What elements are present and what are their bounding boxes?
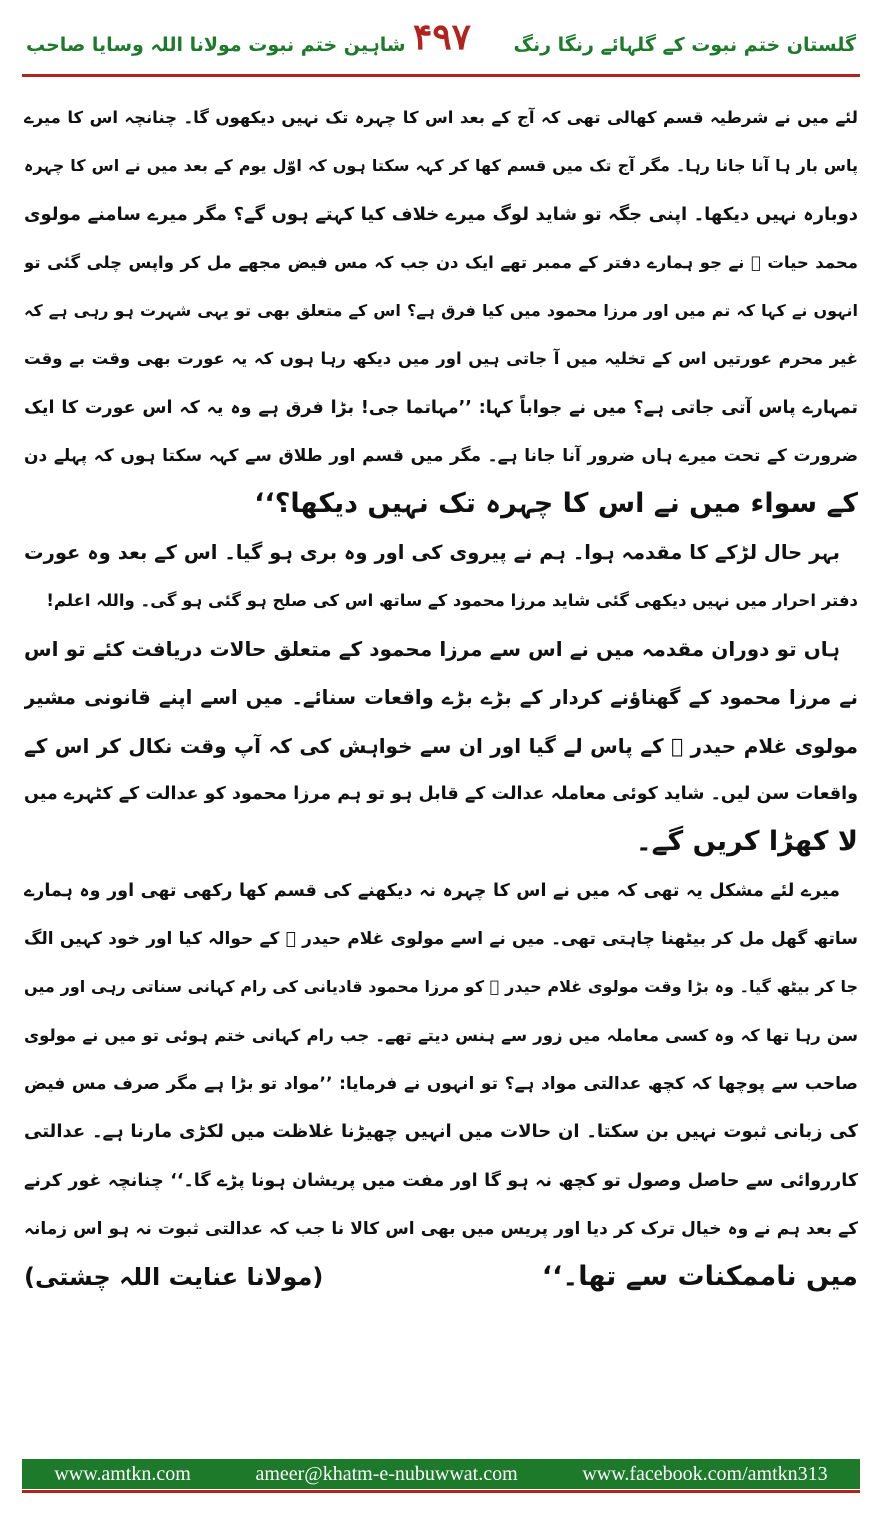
text-line: بہر حال لڑکے کا مقدمہ ہوا۔ ہم نے پیروی کی اور وہ بری ہو گیا۔ اس کے بعد وہ عورت [24,540,840,564]
page-number: ۴۹۷ [412,16,471,58]
text-line: میرے لئے مشکل یہ تھی کہ میں نے اس کا چہرہ نہ دیکھنے کی قسم کھا رکھی تھی اور وہ ہمارے [24,880,840,901]
text-line: تمہارے پاس آتی جاتی ہے؟ میں نے جواباً کہا: ’’مہاتما جی! بڑا فرق ہے وہ یہ کہ اس عورت کا ایک [24,397,858,418]
text-line: محمد حیات ﷫ نے جو ہمارے دفتر کے ممبر تھے ایک دن جب کہ مس فیض مجھے مل کر واپس چلی گئی تو [24,252,858,272]
page-header [22,14,860,70]
page-footer [22,1459,860,1489]
text-line: کے سواء میں نے اس کا چہرہ تک نہیں دیکھا؟‘‘ [254,488,858,520]
text-line: صاحب سے پوچھا کہ کچھ عدالتی مواد ہے؟ تو انہوں نے فرمایا: ’’مواد تو بڑا ہے مگر صرف مس فیض [24,1073,858,1094]
text-line: ضرورت کے تحت میرے ہاں ضرور آنا جانا ہے۔ مگر میں قسم اور طلاق سے کہہ سکتا ہوں کہ پہلے دن [24,446,858,467]
header-divider [22,74,860,77]
text-line: دوبارہ نہیں دیکھا۔ اپنی جگہ تو شاید لوگ میرے خلاف کیا کہتے ہوں گے؟ مگر میرے سامنے مولوی [24,203,858,225]
text-line: واقعات سن لیں۔ شاید کوئی معاملہ عدالت کے قابل ہو تو ہم مرزا محمود کو عدالت کے کٹہرے میں [24,784,858,805]
text-line: کی زبانی ثبوت نہیں بن سکتا۔ ان حالات میں انہیں چھیڑنا غلاظت میں لکڑی مارنا ہے۔ عدالتی [24,1121,858,1143]
text-line: پاس بار ہا آنا جانا رہا۔ مگر آج تک میں قسم کھا کر کہہ سکتا ہوں کہ اوّل یوم کے بعد میں نے اس کا چہرہ [24,156,858,176]
book-title: گلستان ختم نبوت کے گلہائے رنگا رنگ [513,34,856,56]
text-line: ساتھ گھل مل کر بیٹھنا چاہتی تھی۔ میں نے اسے مولوی غلام حیدر ﷫ کے حوالہ کیا اور خود کہیں الگ [24,929,858,950]
text-line: ہاں تو دوران مقدمہ میں نے اس سے مرزا محمود کے متعلق حالات دریافت کئے تو اس [24,637,840,662]
author-signature: (مولانا عنایت اللہ چشتی) [24,1263,324,1292]
closing-line: میں ناممکنات سے تھا۔‘‘ [541,1261,858,1293]
text-line: مولوی غلام حیدر ﷫ کے پاس لے گیا اور ان سے خواہش کی کہ آپ وقت نکال کر اس کے [24,733,858,758]
text-line: دفتر احرار میں نہیں دیکھی گئی شاید مرزا محمود کے ساتھ اس کی صلح ہو گئی ہو گی۔ واللہ اعلم! [46,590,858,610]
website-link[interactable]: www.amtkn.com [54,1462,191,1485]
text-line: جا کر بیٹھ گیا۔ وہ بڑا وقت مولوی غلام حیدر ﷫ کو مرزا محمود قادیانی کی رام کہانی سناتی رہی اور میں [24,977,858,997]
text-line: نے مرزا محمود کے گھناؤنے کردار کے بڑے بڑے واقعات سنائے۔ میں اسے اپنے قانونی مشیر [24,685,858,709]
text-line: کارروائی سے حاصل وصول تو کچھ نہ ہو گا اور مفت میں پریشان ہونا پڑے گا۔‘‘ چنانچہ غور کرنے [24,1170,858,1191]
email-link[interactable]: ameer@khatm-e-nubuwwat.com [255,1462,518,1485]
footer-divider [22,1490,860,1493]
text-line: سن رہا تھا کہ وہ کسی معاملہ میں زور سے ہنس دیتے تھے۔ جب رام کہانی ختم ہوئی تو میں نے مولوی [24,1025,858,1045]
series-title: شاہین ختم نبوت مولانا اللہ وسایا صاحب [26,34,406,56]
facebook-link[interactable]: www.facebook.com/amtkn313 [582,1462,828,1485]
text-line: لا کھڑا کریں گے۔ [635,826,858,858]
text-line: غیر محرم عورتیں اس کے تخلیہ میں آ جاتی ہیں اور میں دیکھ رہا ہوں کہ یہ عورت بھی وقت بے وقت [24,349,858,369]
text-line: کے بعد ہم نے وہ خیال ترک کر دیا اور پریس میں بھی اس کالا نا جب کہ عدالتی ثبوت نہ ہو اس زمانہ [24,1218,858,1239]
text-line: لئے میں نے شرطیہ قسم کھالی تھی کہ آج کے بعد اس کا چہرہ تک نہیں دیکھوں گا۔ چنانچہ اس کا میرے [24,108,858,127]
article-body [24,94,858,1301]
closing-row [24,1253,858,1301]
text-line: انہوں نے کہا کہ تم میں اور مرزا محمود میں کیا فرق ہے؟ اس کے متعلق بھی تو یہی شہرت ہو رہی ہے کہ [24,301,858,321]
